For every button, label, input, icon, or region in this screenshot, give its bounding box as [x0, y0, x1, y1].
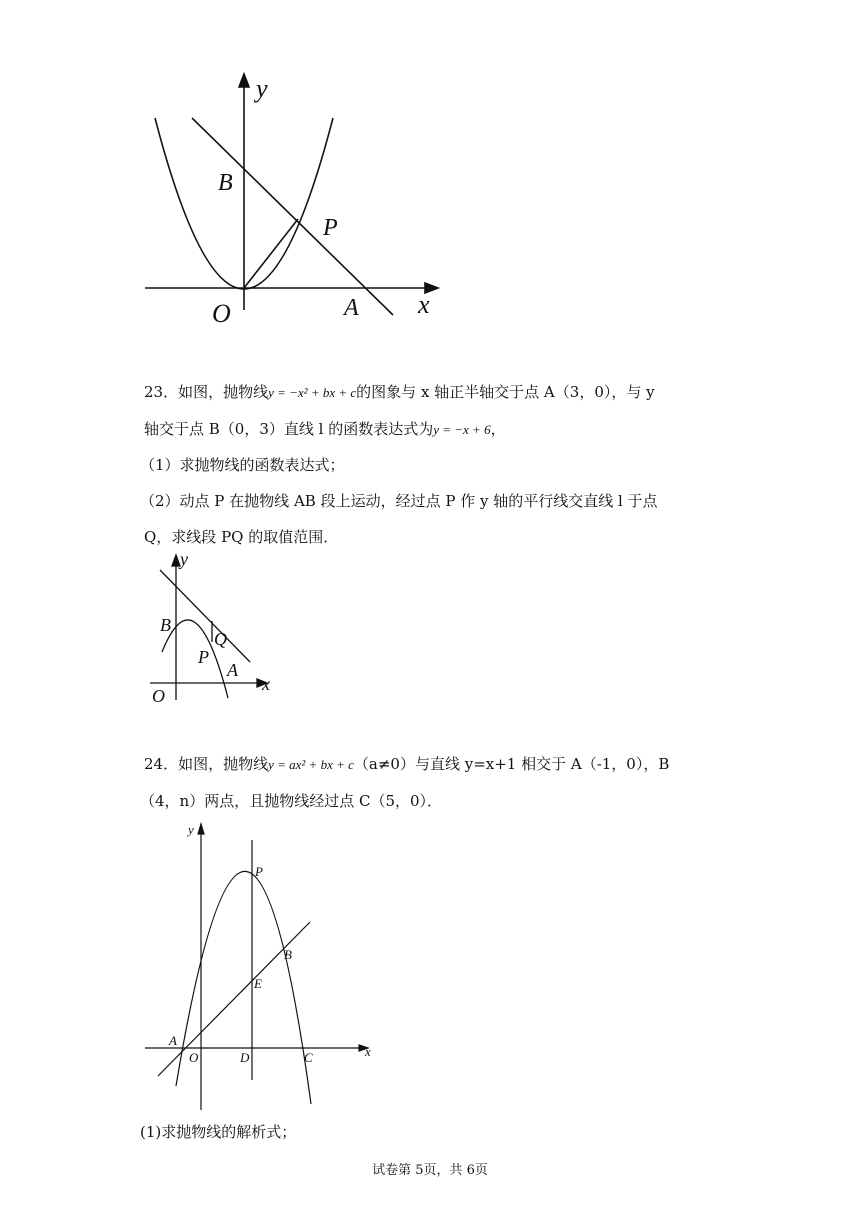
label-y: y: [188, 822, 194, 837]
label-x: x: [262, 674, 270, 694]
label-p: P: [323, 215, 338, 241]
q24-line-2: （4，n）两点，且抛物线经过点 C（5，0）．: [140, 792, 443, 810]
q24-text-b: （a≠0）与直线 y=x+1 相交于 A（-1，0），B: [353, 755, 670, 773]
parabola-curve: [176, 871, 311, 1104]
label-b: B: [284, 947, 292, 962]
label-y: y: [256, 74, 268, 103]
q23-line-1: [144, 382, 744, 403]
q23-text-a: 23．如图，抛物线: [144, 383, 269, 401]
q23-formula-parabola: y = −x² + bx + c: [268, 385, 357, 400]
q23-formula-line: y = −x + 6: [433, 422, 491, 437]
label-b: B: [218, 170, 233, 196]
q23-line-2: [144, 419, 744, 440]
page-footer: 试卷第 5页，共 6页: [372, 1163, 488, 1178]
label-c: C: [304, 1050, 313, 1065]
label-y: y: [180, 550, 188, 569]
y-axis-arrow: [198, 824, 204, 834]
y-axis-arrow: [172, 555, 180, 566]
q23-text-d: ，: [490, 420, 506, 438]
q24-line-1: [144, 754, 744, 775]
q24-text-a: 24．如图，抛物线: [144, 755, 269, 773]
label-x: x: [418, 290, 430, 319]
label-e: E: [254, 976, 262, 991]
line-ab: [158, 922, 310, 1076]
label-b: B: [160, 615, 171, 635]
label-a: A: [169, 1033, 177, 1048]
y-axis-arrow: [239, 74, 249, 87]
q23-part-2-line-2: Q，求线段 PQ 的取值范围．: [144, 528, 339, 546]
label-d: D: [240, 1050, 250, 1065]
label-o: O: [189, 1050, 199, 1065]
figure-parabola-line-1: [140, 70, 450, 330]
q24-formula-parabola: y = ax² + bx + c: [268, 757, 354, 772]
q23-part-2-line-1: （2）动点 P 在抛物线 AB 段上运动，经过点 P 作 y 轴的平行线交直线 l 于点: [140, 492, 658, 510]
label-p: P: [255, 864, 263, 879]
q23-text-b: 的图象与 x 轴正半轴交于点 A（3，0），与 y: [356, 383, 655, 401]
label-o: O: [212, 299, 231, 328]
line-ab: [192, 118, 393, 315]
q23-text-c: 轴交于点 B（0，3）直线 l 的函数表达式为: [144, 420, 434, 438]
label-o: O: [152, 686, 165, 706]
q23-part-1: （1）求抛物线的函数表达式；: [140, 456, 345, 474]
label-p: P: [198, 647, 209, 667]
figure-parabola-line-3: [140, 818, 390, 1118]
label-x: x: [365, 1044, 371, 1059]
label-q: Q: [214, 629, 227, 649]
label-a: A: [227, 660, 238, 680]
label-a: A: [344, 295, 359, 321]
segment-op: [244, 219, 298, 288]
q24-part-1: (1)求抛物线的解析式；: [140, 1123, 297, 1141]
figure-parabola-line-2: [140, 550, 280, 710]
